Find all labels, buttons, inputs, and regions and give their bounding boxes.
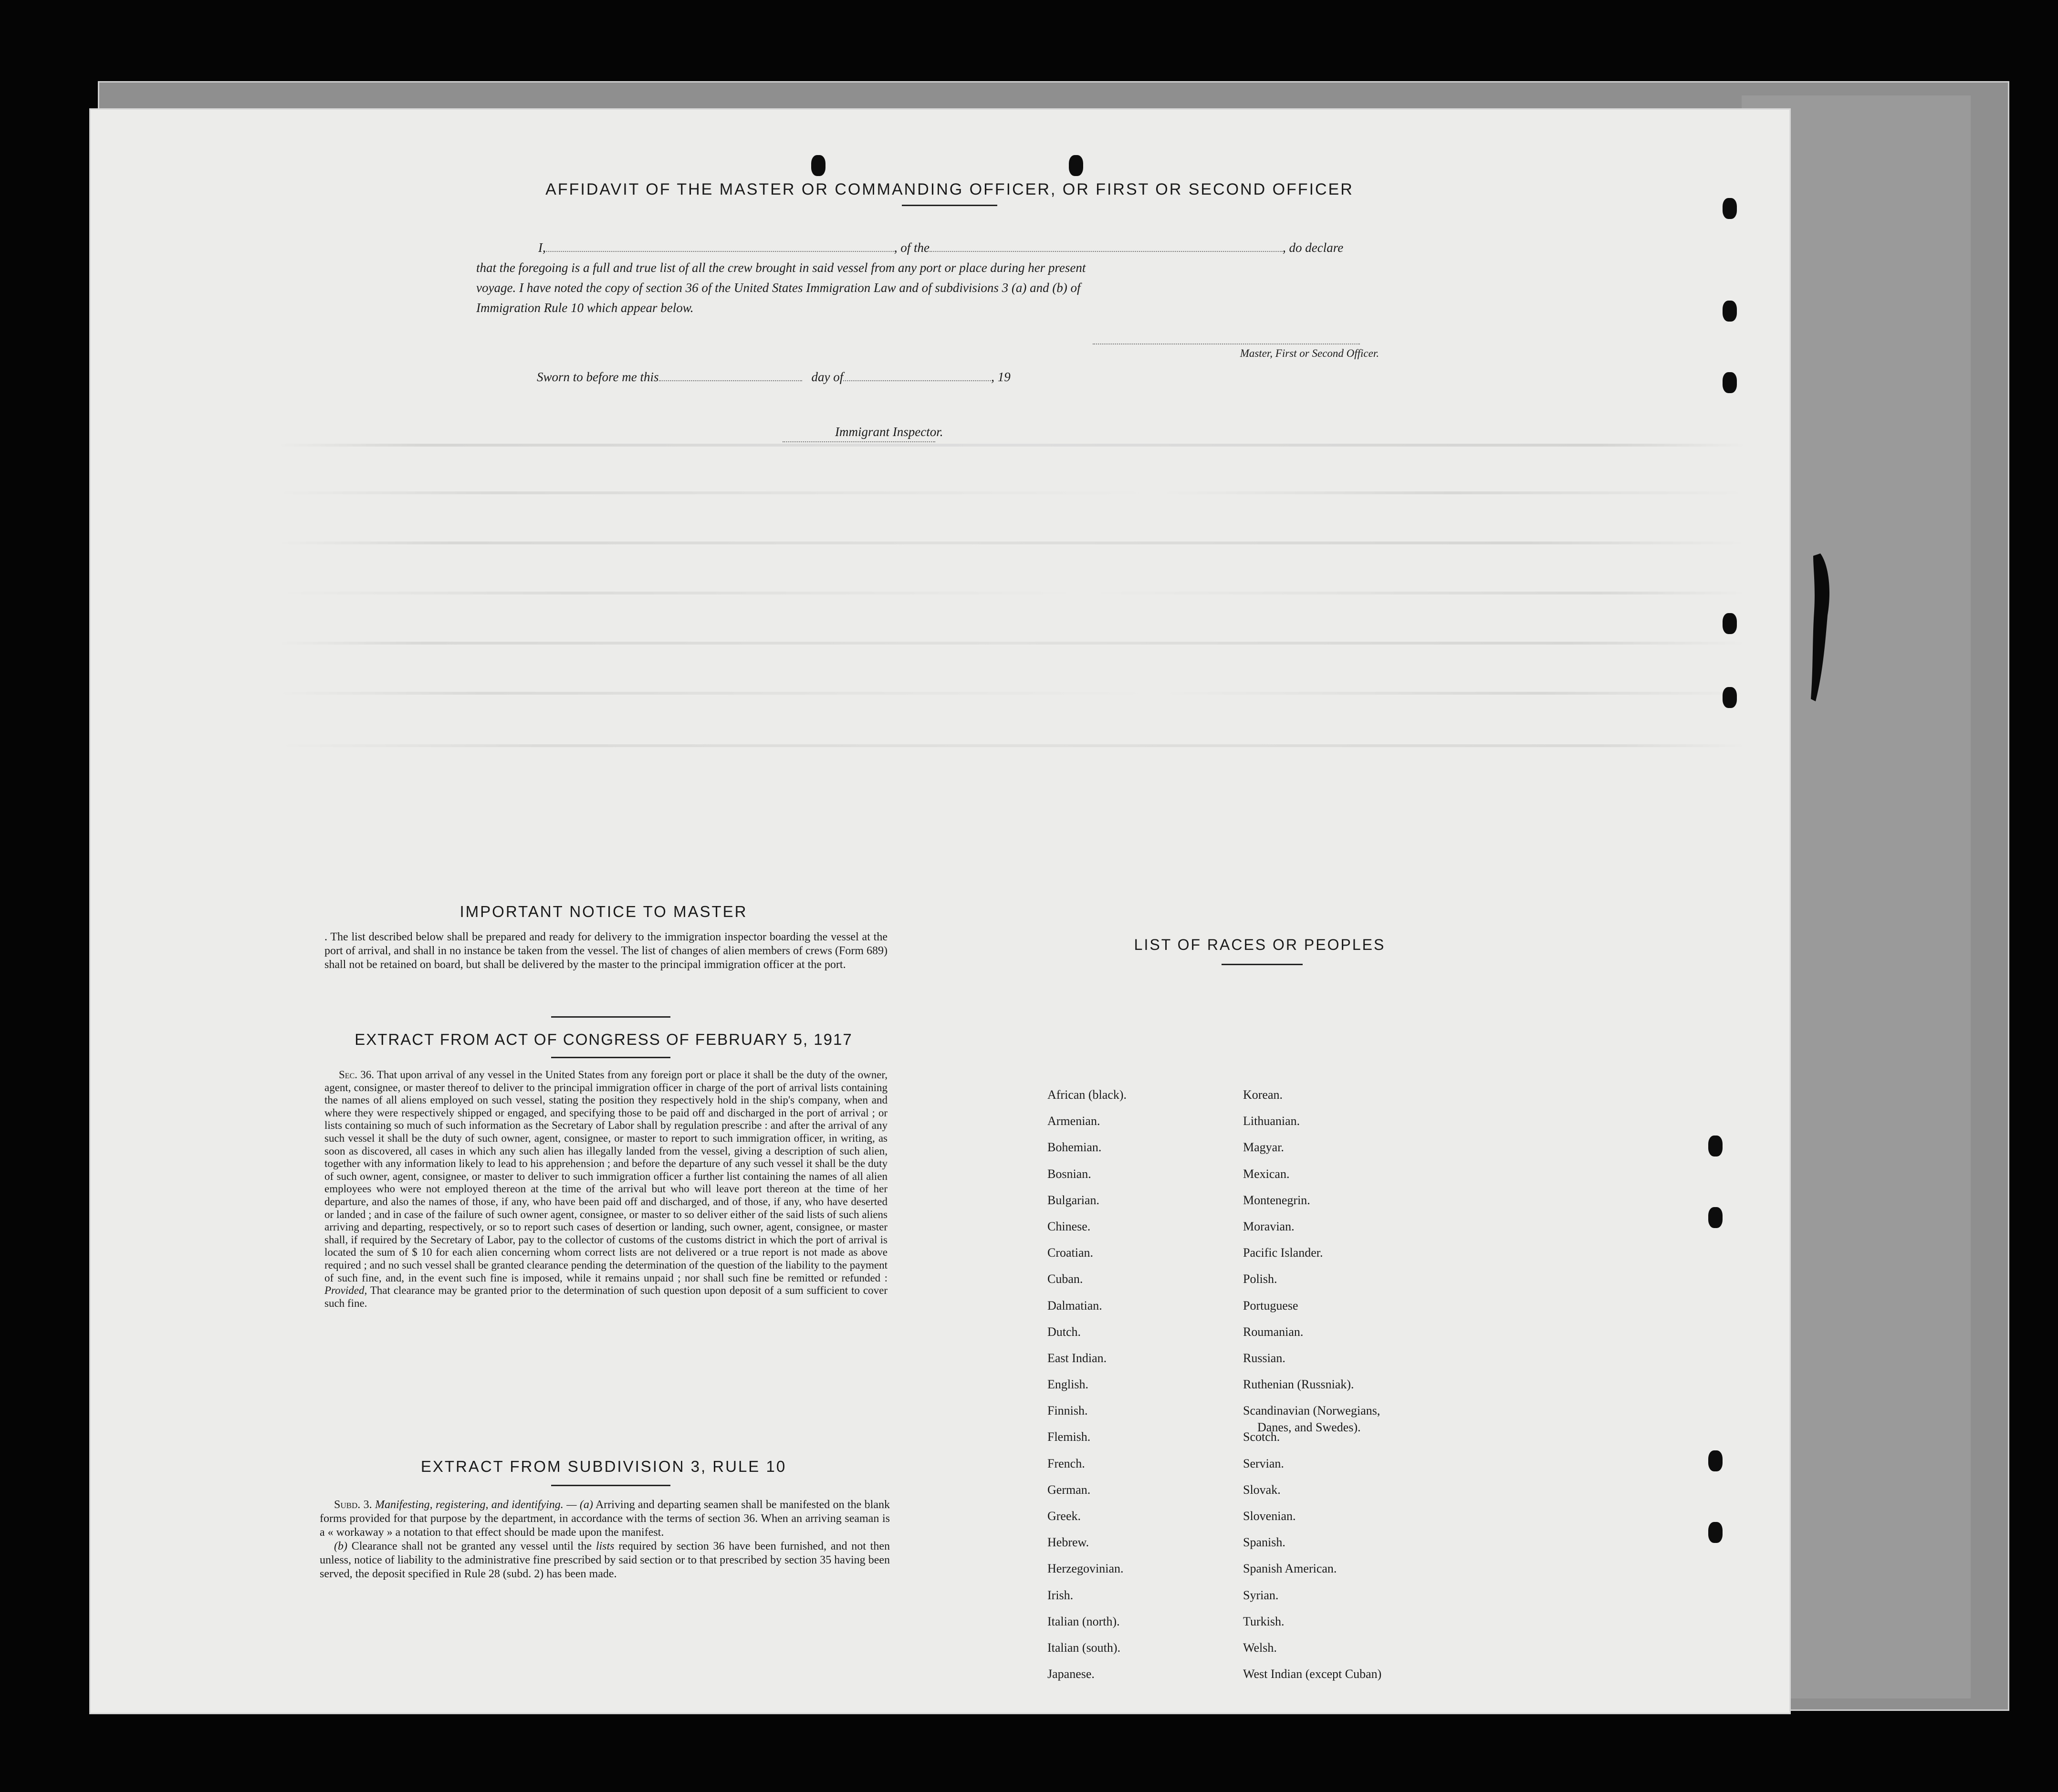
race-item: Irish. bbox=[1047, 1588, 1074, 1602]
race-item: Ruthenian (Russniak). bbox=[1243, 1377, 1354, 1392]
race-item: Mexican. bbox=[1243, 1167, 1290, 1181]
subd-para-b-1: Clearance shall not be granted any vessel until the bbox=[351, 1540, 592, 1552]
race-item: Chinese. bbox=[1047, 1219, 1091, 1233]
affidavit-title: AFFIDAVIT OF THE MASTER OR COMMANDING OFFICER, OR FIRST OR SECOND OFFICER bbox=[545, 180, 1354, 198]
punch-hole bbox=[1708, 1450, 1723, 1471]
race-item: Croatian. bbox=[1047, 1246, 1094, 1260]
name-blank bbox=[546, 251, 894, 252]
race-item: Bulgarian. bbox=[1047, 1193, 1100, 1207]
race-item: French. bbox=[1047, 1456, 1085, 1470]
punch-hole bbox=[1069, 155, 1083, 176]
affidavit-i: I, bbox=[538, 240, 546, 255]
race-item: East Indian. bbox=[1047, 1351, 1107, 1365]
race-item: Spanish. bbox=[1243, 1535, 1285, 1550]
extract-act-text bbox=[324, 1069, 888, 1310]
notice-title: IMPORTANT NOTICE TO MASTER bbox=[460, 903, 748, 920]
subdivision-b bbox=[320, 1540, 890, 1581]
affidavit-line-1 bbox=[476, 238, 1493, 258]
race-item: Italian (north). bbox=[1047, 1614, 1120, 1628]
races-continuation: Danes, and Swedes). bbox=[1257, 1420, 1361, 1434]
subd-para-b-2: required by section 36 have been furnished, and not then unless, notice of liability to the administrative fine prescribed by said section or to that prescribed by section 35 having been served, the deposit specified in Rule 28 (subd. 2) has been made. bbox=[320, 1540, 890, 1580]
affidavit-of-the: , of the bbox=[894, 240, 930, 255]
races-column-1 bbox=[1047, 1088, 1127, 1693]
race-item: Pacific Islander. bbox=[1243, 1246, 1323, 1260]
punch-hole bbox=[1708, 1207, 1723, 1228]
notice-text: . The list described below shall be prepared and ready for delivery to the immigration inspector boarding the vessel at the port of arrival, and shall in no instance be taken from the vessel. The list of changes of alien members of crews (Form 689) shall not be retained on board, but shall be delivered by the master to the principal immigration officer at the port. bbox=[324, 931, 888, 971]
affidavit-text bbox=[476, 238, 1493, 318]
affidavit-line-3: voyage. I have noted the copy of section 36 of the United States Immigration Law and of subdivisions 3 (a) and (b) of bbox=[476, 281, 1081, 295]
races-title: LIST OF RACES OR PEOPLES bbox=[1134, 936, 1386, 953]
inspector-signature-line bbox=[783, 441, 935, 442]
sworn-prefix: Sworn to before me this bbox=[537, 370, 659, 384]
punch-hole bbox=[1708, 1522, 1723, 1543]
sworn-year: , 19 bbox=[991, 370, 1011, 384]
race-item: Servian. bbox=[1243, 1456, 1284, 1470]
inspector-label: Immigrant Inspector. bbox=[835, 425, 943, 439]
race-item: Magyar. bbox=[1243, 1140, 1284, 1155]
section-36-text: That upon arrival of any vessel in the United States from any foreign port or place it shall be the duty of the owner, agent, consignee, or master thereof to deliver to the principal immigration officer in charge of the port of arrival lists containing the names of all aliens employed on such vessel, stating the position they respectively hold in the ship's company, when and where they were respectively shipped or engaged, and specifying those to be paid off and discharged in the port of arrival ; or lists containing so much of such information as the Secretary of Labor shall by regulation prescribe : and after the arrival of any such vessel it shall be the duty of such owner, agent, consignee, or master to report to such immigration officer, in writing, as soon as discovered, all cases in which any such alien has illegally landed from the vessel, giving a description of such alien, together with any information likely to lead to his apprehension ; and before the departure of any such vessel it shall be the duty of such owner, agent, consignee, or master to deliver to such immigration officer a further list containing the names of all alien employees who were not employed thereon at the time of the arrival but who will leave port thereon at the time of her departure, and also the names of those, if any, who have been paid off and discharged, and of those, if any, who have deserted or landed ; and in case of the failure of such owner agent, consignee, or master to so deliver either of the said lists of such aliens arriving and departing, respectively, or so to report such cases of desertion or landing, such owner, agent, consignee, or master shall, if required by the Secretary of Labor, pay to the collector of customs of the customs district in which the port of arrival is located the sum of $ 10 for each alien concerning whom correct lists are not delivered or a true report is not made as above required ; and no such vessel shall be granted clearance pending the determination of the question of the liability to the payment of such fine, and, in the event such fine is imposed, while it remains unpaid ; nor shall such fine be remitted or refunded : bbox=[324, 1069, 888, 1284]
punch-hole bbox=[1723, 301, 1737, 322]
race-item: Cuban. bbox=[1047, 1272, 1083, 1286]
race-item: German. bbox=[1047, 1482, 1091, 1497]
punch-hole bbox=[1708, 1136, 1723, 1156]
divider bbox=[551, 1485, 670, 1486]
race-item: Bosnian. bbox=[1047, 1167, 1091, 1181]
race-item: West Indian (except Cuban) bbox=[1243, 1667, 1382, 1681]
race-item: Syrian. bbox=[1243, 1588, 1279, 1602]
race-item: Turkish. bbox=[1243, 1614, 1285, 1628]
subd-para-a: Arriving and departing seamen shall be manifested on the blank forms provided for that purpose by the department, in accordance with the terms of section 36. When an arriving seaman is a « workaway » a notation to that effect should be made upon the manifest. bbox=[320, 1499, 890, 1539]
punch-hole bbox=[1723, 198, 1737, 219]
provided-label: Provided, bbox=[324, 1284, 367, 1297]
bleed-through bbox=[277, 642, 1746, 645]
race-item: Portuguese bbox=[1243, 1298, 1298, 1313]
section-36-label: Sec. 36. bbox=[339, 1069, 375, 1081]
document-page bbox=[91, 110, 1789, 1713]
race-item: Japanese. bbox=[1047, 1667, 1095, 1681]
race-item: English. bbox=[1047, 1377, 1088, 1392]
race-item: Welsh. bbox=[1243, 1640, 1277, 1655]
race-item: Finnish. bbox=[1047, 1404, 1088, 1418]
extract-act-title: EXTRACT FROM ACT OF CONGRESS OF FEBRUARY 5, 1917 bbox=[355, 1031, 853, 1048]
race-item: Greek. bbox=[1047, 1509, 1081, 1523]
bleed-through bbox=[277, 744, 1746, 747]
race-item: Slovak. bbox=[1243, 1482, 1281, 1497]
race-item: Hebrew. bbox=[1047, 1535, 1089, 1550]
sworn-line bbox=[537, 370, 1253, 385]
lists-word: lists bbox=[595, 1540, 615, 1552]
punch-hole bbox=[1723, 613, 1737, 634]
divider bbox=[902, 205, 997, 206]
race-item: Polish. bbox=[1243, 1272, 1277, 1286]
affidavit-line-2: that the foregoing is a full and true list of all the crew brought in said vessel from any port or place during her present bbox=[476, 260, 1086, 275]
bleed-through bbox=[277, 592, 1746, 594]
subd-heading: Manifesting, registering, and identifying. — (a) bbox=[375, 1499, 593, 1511]
extract-rule-text bbox=[320, 1498, 890, 1581]
race-item: Italian (south). bbox=[1047, 1640, 1121, 1655]
race-item: Herzegovinian. bbox=[1047, 1562, 1124, 1576]
subd-b-label: (b) bbox=[334, 1540, 347, 1552]
subd-label: Subd. 3. bbox=[334, 1499, 372, 1511]
bleed-through bbox=[277, 692, 1746, 695]
race-item: Armenian. bbox=[1047, 1114, 1100, 1128]
race-item: Russian. bbox=[1243, 1351, 1285, 1365]
race-item: African (black). bbox=[1047, 1088, 1127, 1102]
bleed-through bbox=[277, 491, 1746, 494]
subdivision-a bbox=[320, 1498, 890, 1540]
punch-hole bbox=[1723, 372, 1737, 393]
race-item: Spanish American. bbox=[1243, 1562, 1337, 1576]
divider bbox=[551, 1016, 670, 1018]
vessel-blank bbox=[930, 251, 1283, 252]
race-item: Slovenian. bbox=[1243, 1509, 1296, 1523]
signature-label: Master, First or Second Officer. bbox=[1240, 347, 1379, 359]
race-item: Dalmatian. bbox=[1047, 1298, 1102, 1313]
race-item: Korean. bbox=[1243, 1088, 1283, 1102]
divider bbox=[551, 1057, 670, 1058]
bleed-through bbox=[277, 542, 1746, 544]
race-item: Roumanian. bbox=[1243, 1324, 1304, 1339]
punch-hole bbox=[811, 155, 825, 176]
race-item: Dutch. bbox=[1047, 1324, 1081, 1339]
affidavit-section bbox=[472, 180, 1427, 206]
race-item: Montenegrin. bbox=[1243, 1193, 1310, 1207]
month-blank bbox=[843, 380, 991, 381]
races-column-2 bbox=[1243, 1088, 1381, 1693]
race-item: Scandinavian (Norwegians, bbox=[1243, 1404, 1380, 1418]
extract-rule-title: EXTRACT FROM SUBDIVISION 3, RULE 10 bbox=[420, 1458, 787, 1475]
race-item: Flemish. bbox=[1047, 1430, 1091, 1444]
race-item: Moravian. bbox=[1243, 1219, 1295, 1233]
affidavit-declare: , do declare bbox=[1283, 240, 1344, 255]
race-item: Lithuanian. bbox=[1243, 1114, 1300, 1128]
binding-mark bbox=[1799, 549, 1842, 706]
sworn-day-of: day of bbox=[811, 370, 844, 384]
affidavit-line-4: Immigration Rule 10 which appear below. bbox=[476, 301, 694, 315]
race-item: Scotch. bbox=[1243, 1430, 1280, 1444]
section-36-provided-text: That clearance may be granted prior to the determination of such question upon deposit of a sum sufficient to cover such fine. bbox=[324, 1284, 888, 1309]
divider bbox=[1222, 964, 1303, 965]
punch-hole bbox=[1723, 687, 1737, 708]
day-blank bbox=[659, 380, 802, 381]
bleed-through bbox=[277, 444, 1746, 447]
race-item: Bohemian. bbox=[1047, 1140, 1102, 1155]
